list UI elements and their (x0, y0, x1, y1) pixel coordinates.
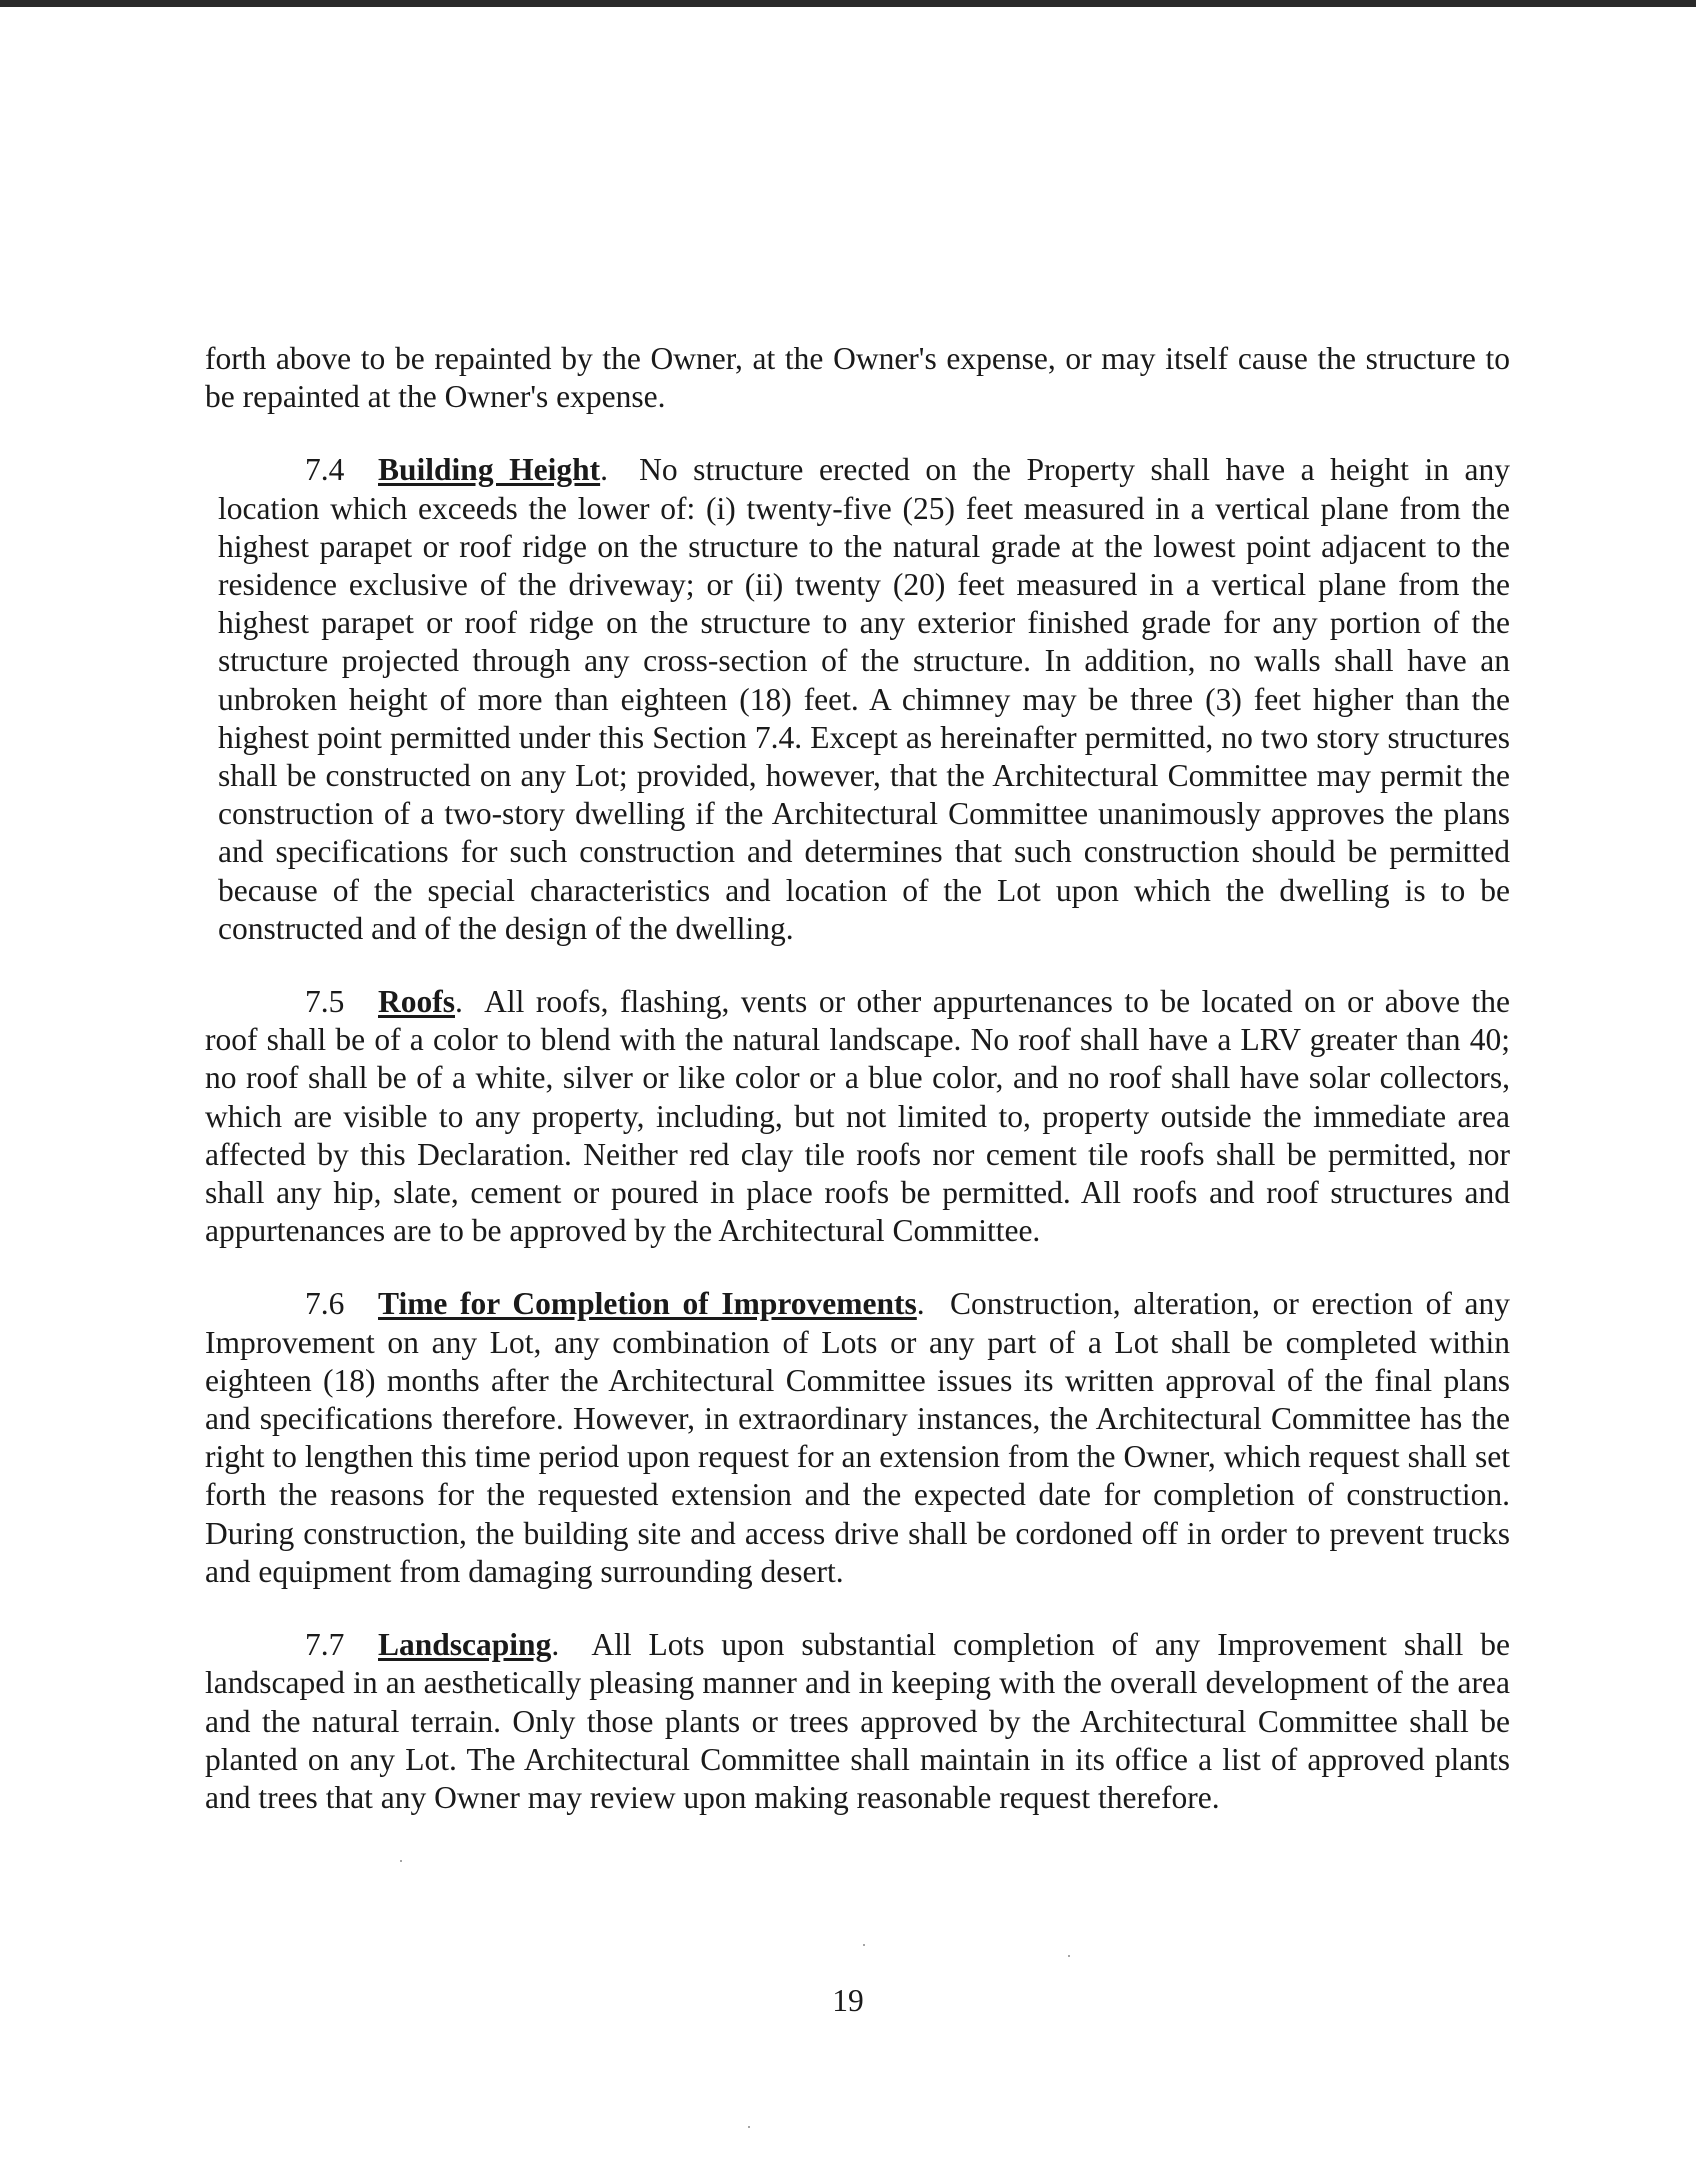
scan-top-edge (0, 0, 1696, 7)
scan-speck (1068, 1955, 1070, 1957)
section-7-6: 7.6 Time for Completion of Improvements. Construction, alteration, or erection of any Improvement on any Lot, any combination of Lots or any part of a Lot shall be completed within eighteen (18) months after the Architectural Committee issues its written approval of the final plans and specifications therefore. However, in extraordinary instances, the Architectural Committee has the right to lengthen this time period upon request for an extension from the Owner, which request shall set forth the reasons for the requested extension and the expected date for completion of construction. During construction, the building site and access drive shall be cordoned off in order to prevent trucks and equipment from damaging surrounding desert. (205, 1286, 1510, 1589)
scan-speck (400, 1860, 402, 1862)
scan-speck (863, 1944, 865, 1946)
section-7-7: 7.7 Landscaping. All Lots upon substantial completion of any Improvement shall be landscaped in an aesthetically pleasing manner and in keeping with the overall development of the area and the natural terrain. Only those plants or trees approved by the Architectural Committee shall be planted on any Lot. The Architectural Committee shall maintain in its office a list of approved plants and trees that any Owner may review upon making reasonable request therefore. (205, 1627, 1511, 1815)
document-page (205, 340, 1510, 1817)
section-number: 7.7 (305, 1627, 345, 1663)
section-number: 7.6 (305, 1286, 345, 1322)
continuation-paragraph: forth above to be repainted by the Owner, at the Owner's expense, or may itself cause the structure to be repainted at the Owner's expense. (205, 341, 1510, 415)
section-7-5: 7.5 Roofs. All roofs, flashing, vents or other appurtenances to be located on or above the roof shall be of a color to blend with the natural landscape. No roof shall have a LRV greater than 40; no roof shall be of a white, silver or like color or a blue color, and no roof shall have solar collectors, which are visible to any property, including, but not limited to, property outside the immediate area affected by this Declaration. Neither red clay tile roofs nor cement tile roofs shall be permitted, nor shall any hip, slate, cement or poured in place roofs be permitted. All roofs and roof structures and appurtenances are to be approved by the Architectural Committee. (205, 984, 1510, 1249)
section-heading: Landscaping (378, 1627, 552, 1663)
section-heading: Roofs (378, 984, 455, 1020)
section-number: 7.5 (305, 984, 345, 1020)
section-heading: Building Height (378, 452, 601, 488)
section-number: 7.4 (305, 452, 345, 488)
section-heading: Time for Completion of Improvements (378, 1286, 917, 1322)
section-body: All Lots upon substantial completion of any Improvement shall be landscaped in an aesthetically pleasing manner and in keeping with the overall development of the area and the natural terrain. Only those plants or trees approved by the Architectural Committee shall be planted on any Lot. The Architectural Committee shall maintain in its office a list of approved plants and trees that any Owner may review upon making reasonable request therefore. (205, 1627, 1511, 1815)
scan-speck (748, 2126, 750, 2128)
section-body: No structure erected on the Property shall have a height in any location which exceeds the lower of: (i) twenty-five (25) feet measured in a vertical plane from the highest parapet or roof ridge on the structure to the natural grade at the lowest point adjacent to the residence exclusive of the driveway; or (ii) twenty (20) feet measured in a vertical plane from the highest parapet or roof ridge on the structure to any exterior finished grade for any portion of the structure projected through any cross-section of the structure. In addition, no walls shall have an unbroken height of more than eighteen (18) feet. A chimney may be three (3) feet higher than the highest point permitted under this Section 7.4. Except as hereinafter permitted, no two story structures shall be constructed on any Lot; provided, however, that the Architectural Committee may permit the construction of a two-story dwelling if the Architectural Committee unanimously approves the plans and specifications for such construction and determines that such construction should be permitted because of the special characteristics and location of the Lot upon which the dwelling is to be constructed and of the design of the dwelling. (218, 452, 1510, 946)
page-number: 19 (832, 1983, 864, 2018)
section-body: Construction, alteration, or erection of any Improvement on any Lot, any combination of Lots or any part of a Lot shall be completed within eighteen (18) months after the Architectural Committee issues its written approval of the final plans and specifications therefore. However, in extraordinary instances, the Architectural Committee has the right to lengthen this time period upon request for an extension from the Owner, which request shall set forth the reasons for the requested extension and the expected date for completion of construction. During construction, the building site and access drive shall be cordoned off in order to prevent trucks and equipment from damaging surrounding desert. (205, 1286, 1510, 1589)
section-body: All roofs, flashing, vents or other appurtenances to be located on or above the roof shall be of a color to blend with the natural landscape. No roof shall have a LRV greater than 40; no roof shall be of a white, silver or like color or a blue color, and no roof shall have solar collectors, which are visible to any property, including, but not limited to, property outside the immediate area affected by this Declaration. Neither red clay tile roofs nor cement tile roofs shall be permitted, nor shall any hip, slate, cement or poured in place roofs be permitted. All roofs and roof structures and appurtenances are to be approved by the Architectural Committee. (205, 984, 1510, 1249)
section-7-4: 7.4 Building Height. No structure erected on the Property shall have a height in any location which exceeds the lower of: (i) twenty-five (25) feet measured in a vertical plane from the highest parapet or roof ridge on the structure to the natural grade at the lowest point adjacent to the residence exclusive of the driveway; or (ii) twenty (20) feet measured in a vertical plane from the highest parapet or roof ridge on the structure to any exterior finished grade for any portion of the structure projected through any cross-section of the structure. In addition, no walls shall have an unbroken height of more than eighteen (18) feet. A chimney may be three (3) feet higher than the highest point permitted under this Section 7.4. Except as hereinafter permitted, no two story structures shall be constructed on any Lot; provided, however, that the Architectural Committee may permit the construction of a two-story dwelling if the Architectural Committee unanimously approves the plans and specifications for such construction and determines that such construction should be permitted because of the special characteristics and location of the Lot upon which the dwelling is to be constructed and of the design of the dwelling. (218, 452, 1510, 946)
